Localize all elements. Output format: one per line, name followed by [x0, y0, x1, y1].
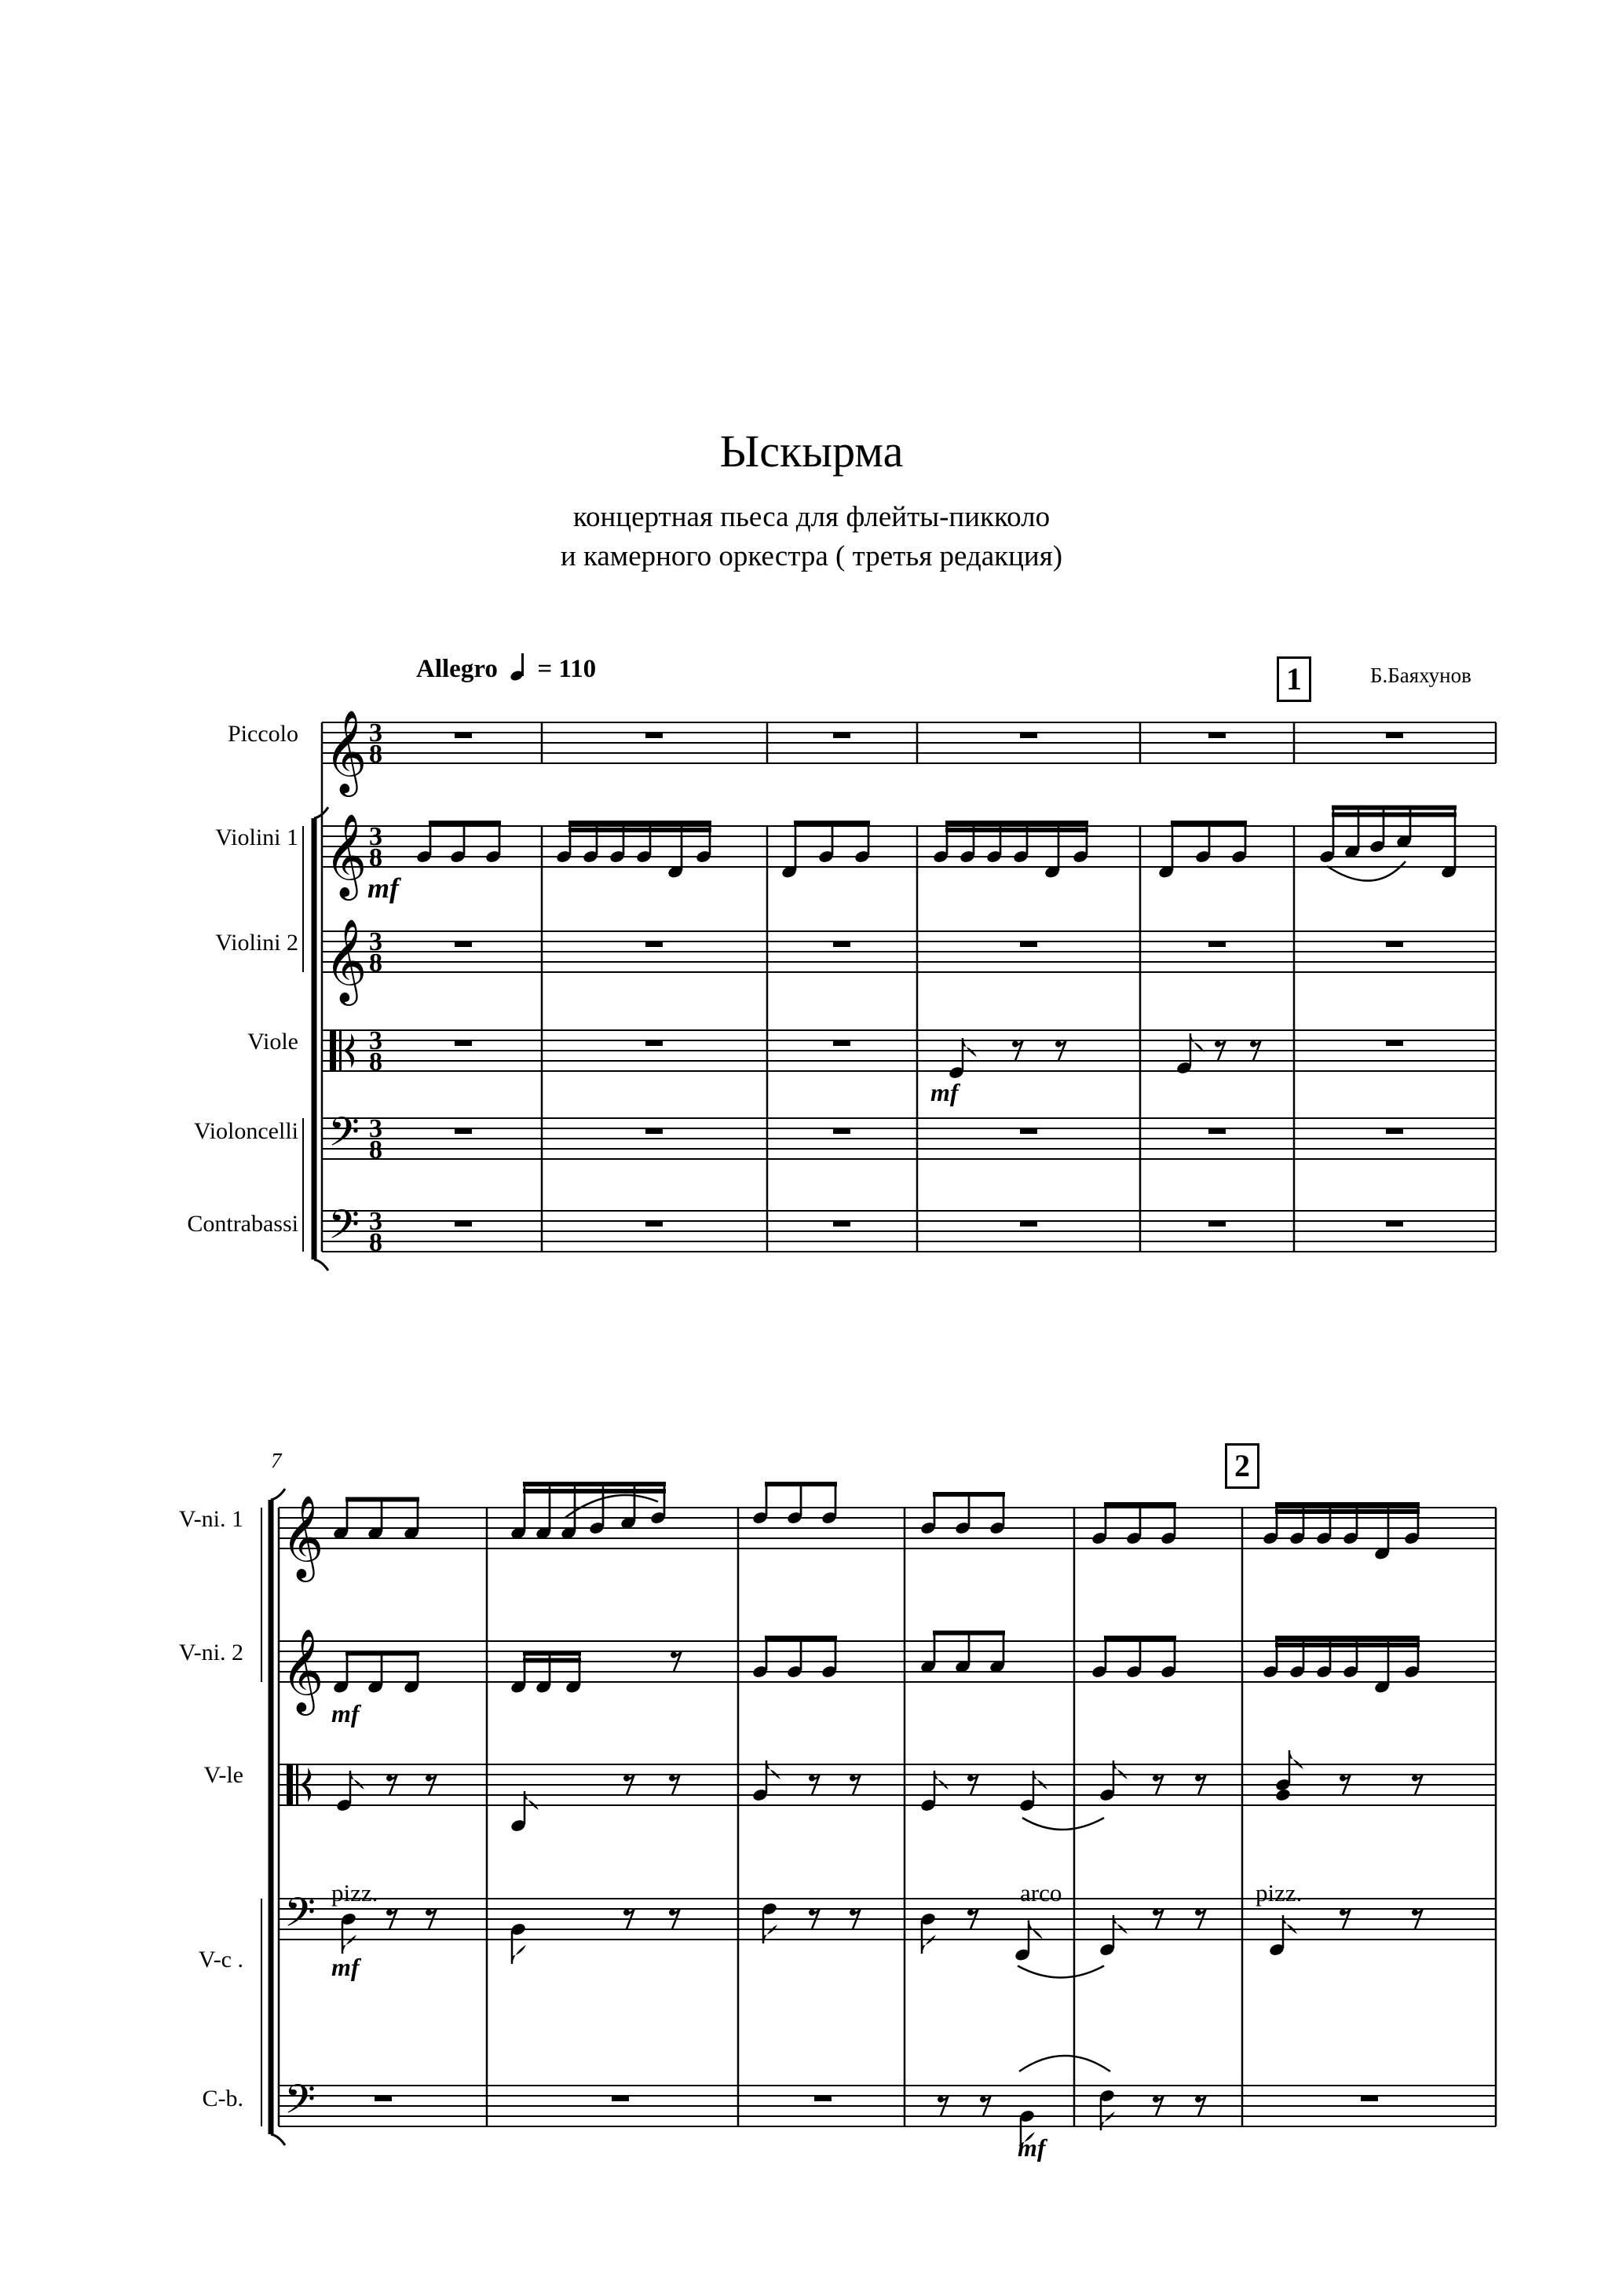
- flag: [525, 1791, 539, 1810]
- instrument-name-contrabassi: Contrabassi: [187, 1211, 298, 1237]
- whole-rest: [645, 1040, 663, 1046]
- time-signature: 8: [369, 1135, 382, 1164]
- time-signature: 8: [369, 1047, 382, 1077]
- bar-number: 7: [271, 1449, 282, 1472]
- instrument-name-vni-1: V-ni. 1: [178, 1506, 243, 1532]
- whole-rest: [1020, 733, 1037, 738]
- whole-rest: [455, 1221, 472, 1227]
- piece-title: Ыскырма: [719, 426, 904, 477]
- beam: [765, 1482, 837, 1486]
- flag: [342, 1935, 356, 1954]
- dynamic-mf: mf: [331, 1699, 360, 1727]
- whole-rest: [645, 941, 663, 947]
- beam: [765, 1636, 837, 1640]
- whole-rest: [1386, 1040, 1403, 1046]
- beam: [523, 1489, 666, 1493]
- bass-clef-icon: 𝄢: [284, 1888, 316, 1946]
- whole-rest: [833, 733, 850, 738]
- rehearsal-mark-1: 1: [1277, 656, 1311, 702]
- tie: [1022, 1818, 1104, 1830]
- instrument-name-vni-2: V-ni. 2: [178, 1640, 243, 1665]
- time-signature: 3: [369, 822, 382, 851]
- time-signature: 8: [369, 740, 382, 769]
- alto-clef-icon: [330, 1030, 336, 1071]
- beam: [1104, 1502, 1176, 1507]
- flag: [1033, 1771, 1047, 1790]
- beam: [1332, 806, 1457, 810]
- time-signature: 8: [369, 843, 382, 872]
- time-signature: 3: [369, 718, 382, 748]
- flag: [1113, 1760, 1128, 1779]
- slur: [1327, 861, 1406, 881]
- instrument-name-violini-2: Violini 2: [215, 930, 298, 956]
- beam: [1332, 813, 1457, 817]
- treble-clef-icon: 𝄞: [324, 709, 367, 793]
- instrument-name-violini-1: Violini 1: [215, 824, 298, 850]
- tempo-value: = 110: [537, 655, 597, 683]
- time-signature: 8: [369, 949, 382, 978]
- whole-rest: [645, 733, 663, 738]
- whole-rest: [1020, 941, 1037, 947]
- alto-clef-icon: [287, 1764, 293, 1805]
- whole-rest: [455, 1128, 472, 1134]
- treble-clef-icon: 𝄞: [324, 813, 367, 897]
- instrument-name-viole: Viole: [247, 1029, 298, 1055]
- flag: [1283, 1915, 1297, 1934]
- beam: [945, 821, 1088, 825]
- beam: [945, 828, 1088, 832]
- rehearsal-mark-2: 2: [1225, 1443, 1259, 1489]
- tie: [1019, 2056, 1110, 2071]
- whole-rest: [1208, 941, 1226, 947]
- alto-clef-icon: [296, 1764, 298, 1805]
- whole-rest: [1386, 941, 1403, 947]
- whole-rest: [1386, 1221, 1403, 1227]
- flag: [1113, 1915, 1128, 1934]
- beam: [345, 1497, 419, 1502]
- whole-rest: [833, 1221, 850, 1227]
- composer-name: Б.Баяхунов: [1370, 664, 1471, 687]
- bass-clef-icon: 𝄢: [284, 2075, 316, 2133]
- pizz-marking-1: pizz.: [331, 1879, 378, 1907]
- whole-rest: [645, 1221, 663, 1227]
- bracket: [314, 1260, 328, 1270]
- whole-rest: [1361, 2096, 1378, 2101]
- flag: [350, 1771, 364, 1790]
- beam: [1275, 1502, 1420, 1507]
- beam: [523, 1658, 581, 1663]
- treble-clef-icon: 𝄞: [324, 918, 367, 1002]
- instrument-name-piccolo: Piccolo: [228, 721, 298, 747]
- beam: [1171, 821, 1247, 825]
- whole-rest: [814, 2096, 832, 2101]
- whole-rest: [1020, 1128, 1037, 1134]
- whole-rest: [833, 941, 850, 947]
- dynamic-mf: mf: [367, 872, 399, 904]
- whole-rest: [455, 941, 472, 947]
- tempo-label: Allegro: [416, 655, 498, 683]
- subtitle-line-1: концертная пьеса для флейты-пикколо: [572, 501, 1051, 533]
- time-signature: 3: [369, 927, 382, 956]
- pizz-marking-2: pizz.: [1256, 1879, 1303, 1907]
- flag: [763, 1925, 777, 1943]
- instrument-name-vc: V-c .: [198, 1947, 243, 1972]
- whole-rest: [375, 2096, 392, 2101]
- flag: [1190, 1033, 1204, 1052]
- whole-rest: [1386, 1128, 1403, 1134]
- whole-rest: [645, 1128, 663, 1134]
- flag: [922, 1935, 936, 1954]
- alto-clef-icon: [339, 1030, 342, 1071]
- time-signature: 3: [369, 1114, 382, 1143]
- whole-rest: [833, 1128, 850, 1134]
- whole-rest: [1208, 1128, 1226, 1134]
- dynamic-mf: mf: [331, 1953, 360, 1981]
- whole-rest: [455, 733, 472, 738]
- flag: [766, 1760, 780, 1779]
- treble-clef-icon: 𝄞: [281, 1494, 324, 1578]
- subtitle-line-2: и камерного оркестра ( третья редакция): [560, 540, 1063, 572]
- slur: [565, 1495, 658, 1517]
- time-signature: 8: [369, 1228, 382, 1257]
- instrument-name-cb: C-b.: [202, 2086, 243, 2111]
- bass-clef-icon: 𝄢: [328, 1201, 360, 1258]
- flag: [1289, 1750, 1303, 1769]
- beam: [429, 821, 501, 825]
- flag: [934, 1771, 949, 1790]
- whole-rest: [833, 1040, 850, 1046]
- dynamic-mf: mf: [1018, 2133, 1046, 2162]
- instrument-name-vle: V-le: [203, 1762, 243, 1788]
- time-signature: 3: [369, 1026, 382, 1055]
- beam: [568, 821, 711, 825]
- beam: [568, 828, 711, 832]
- whole-rest: [612, 2096, 629, 2101]
- whole-rest: [1386, 733, 1403, 738]
- arco-marking: arco: [1020, 1879, 1062, 1907]
- beam: [345, 1651, 419, 1656]
- tie: [1018, 1966, 1104, 1978]
- treble-clef-icon: 𝄞: [281, 1628, 324, 1712]
- flag: [1101, 2111, 1115, 2130]
- whole-rest: [1020, 1221, 1037, 1227]
- beam: [523, 1482, 666, 1486]
- flag: [512, 1945, 526, 1964]
- beam: [794, 821, 870, 825]
- time-signature: 3: [369, 1207, 382, 1236]
- instrument-name-violoncelli: Violoncelli: [193, 1118, 298, 1144]
- beam: [1275, 1509, 1420, 1514]
- beam: [1275, 1643, 1420, 1647]
- whole-rest: [455, 1040, 472, 1046]
- beam: [1275, 1636, 1420, 1640]
- dynamic-mf: mf: [930, 1078, 959, 1106]
- beam: [1104, 1636, 1176, 1640]
- beam: [933, 1631, 1005, 1636]
- beam: [933, 1492, 1005, 1497]
- bracket: [271, 2134, 285, 2145]
- whole-rest: [1208, 733, 1226, 738]
- whole-rest: [1208, 1221, 1226, 1227]
- beam: [523, 1651, 581, 1656]
- bass-clef-icon: 𝄢: [328, 1108, 360, 1165]
